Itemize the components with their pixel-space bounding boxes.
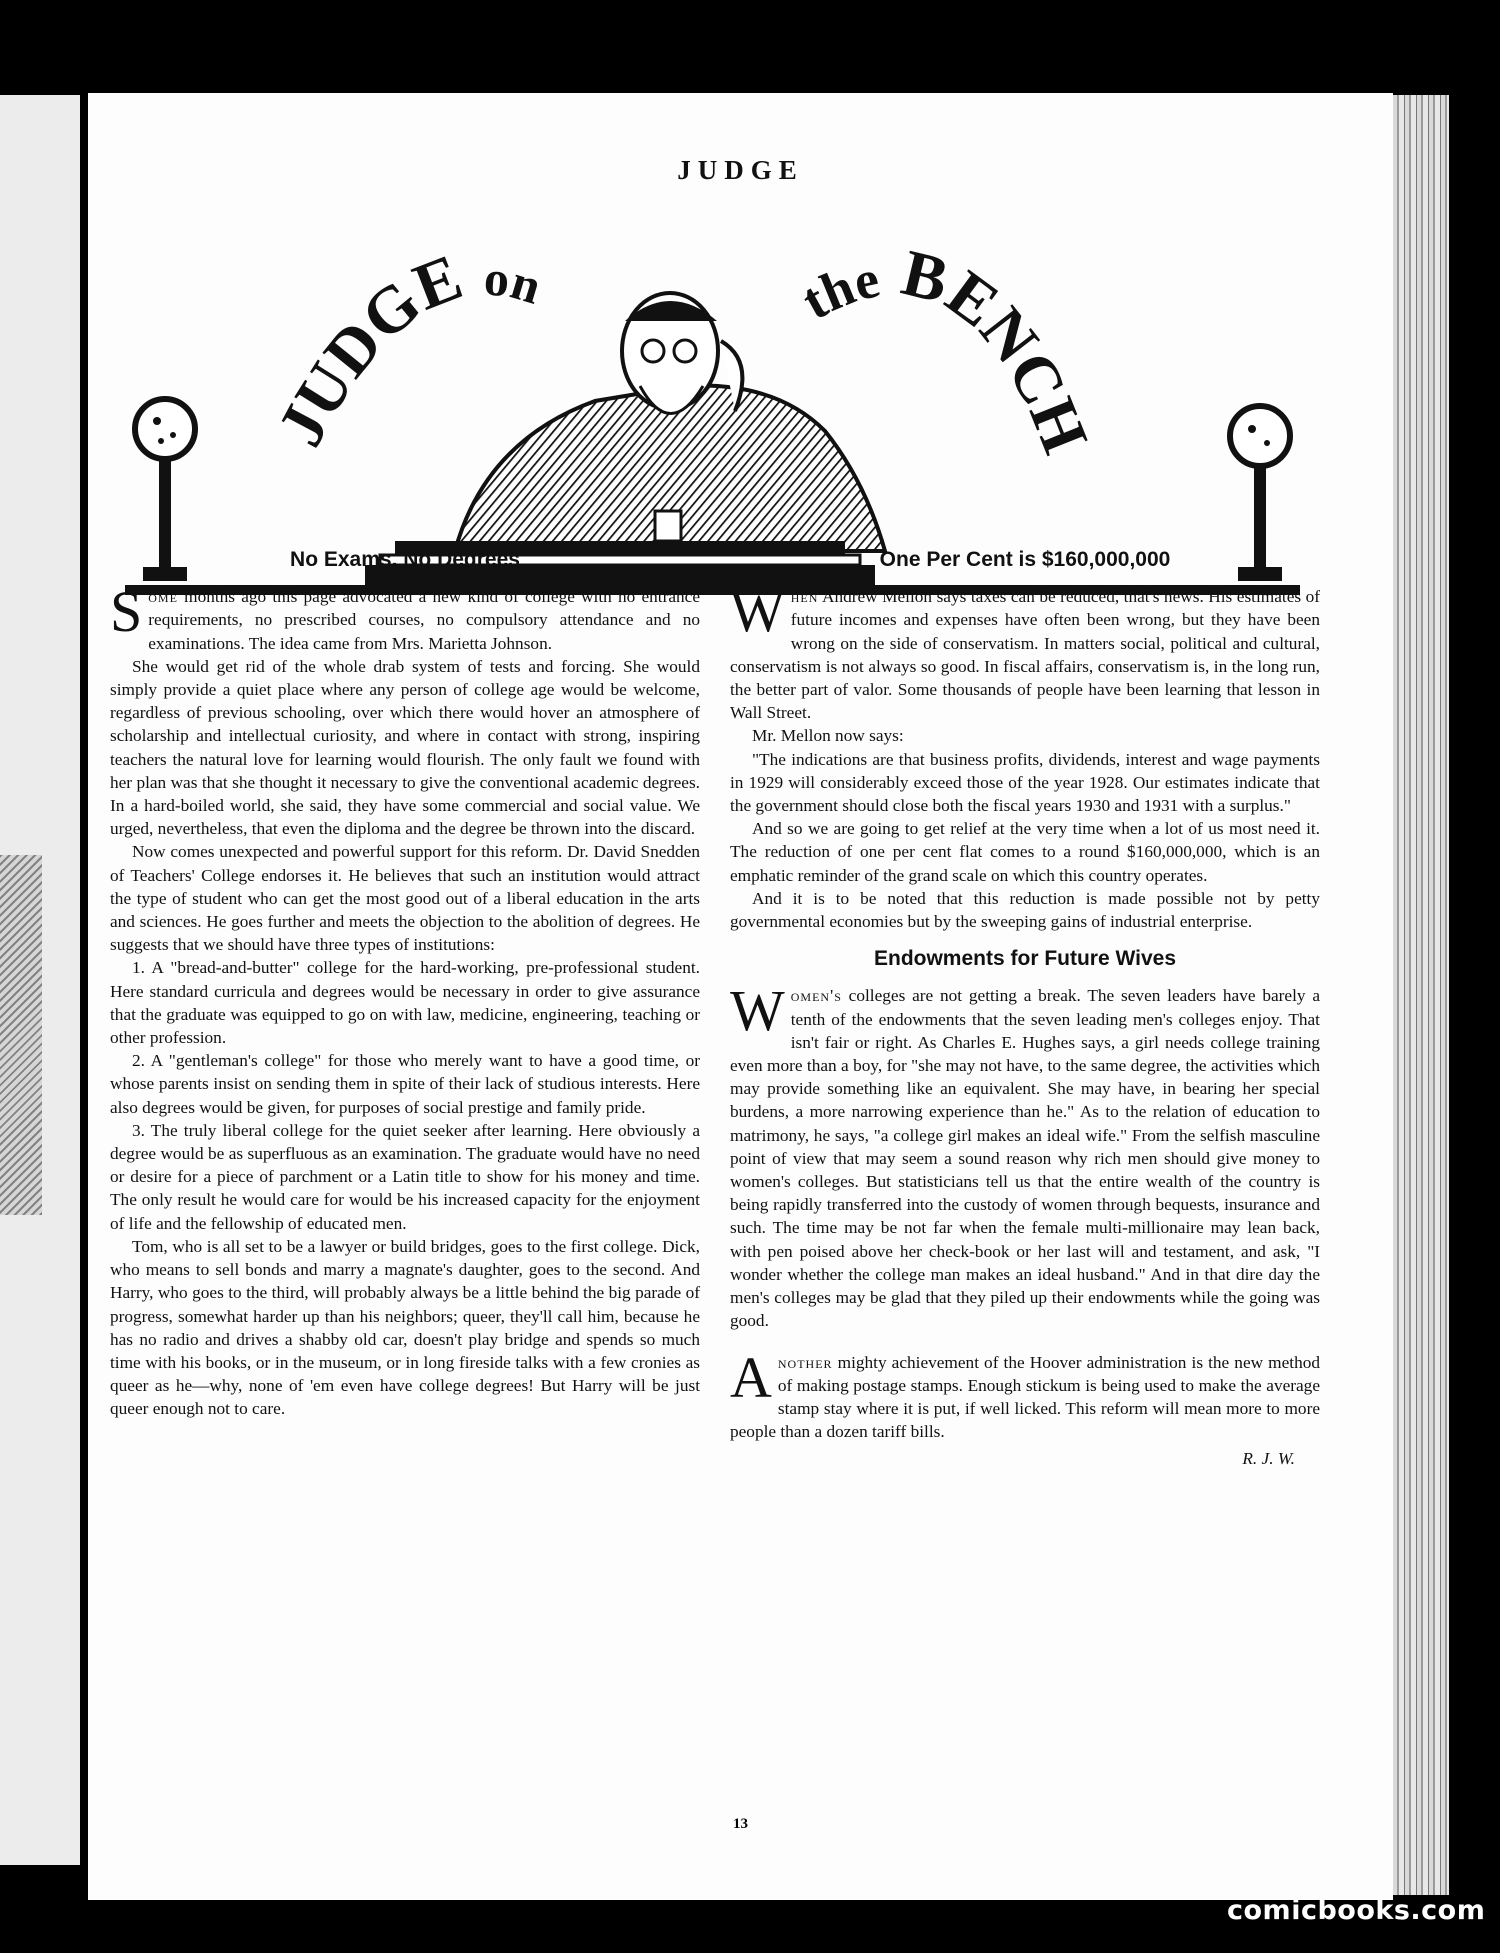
drop-cap: W <box>730 978 785 1044</box>
paragraph: 3. The truly liberal college for the quiet seeker after learning. Here obviously a degree would be as superfluous as an examination. The graduate would have no need or desire for a piece of parchment or a Latin title to show for his money and time. The only result he would care for would be his increased capacity for the enjoyment of life and the fellowship of educated men. <box>110 1120 700 1233</box>
masthead: JUDGE <box>677 155 804 185</box>
paragraph: Tom, who is all set to be a lawyer or build bridges, goes to the first college. Dick, who means to sell bonds and marry a magnate's daughter, goes to the second. And Harry, who goes to the third, will probably always be a little behind the big parade of progress, somewhat harder up than his neighbors; queer, they'll call him, because he has no radio and drives a shabby old car, doesn't play bridge and spends so much time with his books, or in the museum, or in long fireside talks with a few cronies as queer as he—why, none of 'em even have college degrees! But Harry will be just queer enough not to care. <box>110 1236 700 1419</box>
page-number: 13 <box>733 1816 748 1832</box>
paragraph: She would get rid of the whole drab system of tests and forcing. She would simply provide a quiet place where any person of college age would be welcome, regardless of previous schooling, over which there would hover an atmosphere of scholarship and intellectual curiosity, and where in contact with strong, inspiring teachers the natural love for learning would flourish. The only fault we found with her plan was that she thought it necessary to give the conventional academic degrees. In a hard-boiled world, she said, they have some commercial and social value. We urged, nevertheless, that even the diploma and the degree be thrown into the discard. <box>110 656 700 839</box>
banner-title-left: JUDGE on <box>263 240 548 458</box>
paragraph: Mr. Mellon now says: <box>752 726 904 746</box>
drop-cap: S <box>110 579 143 645</box>
paragraph: Women's colleges are not getting a break. The seven leaders have barely a tenth of the endowments that the seven leading men's colleges enjoy. That isn't fair or right. As Charles E. Hughes says, a girl needs college training even more than a boy, for "she may not have, to the same degree, the activities which may provide something like an equivalent. She may have, in bearing her special burdens, a more narrowing experience than he." As to the relation of education to matrimony, he says, "a college girl makes an ideal wife." From the selfish masculine point of view that may seem a sound reason why rich men should give money to women's colleges. But statisticians tell us that the entire wealth of the country is being rapidly transferred into the custody of women through bequests, insurance and such. The time may be not far when the female multi-millionaire may lean back, with pen poised above her check-book or her last will and testament, and ask, "I wonder whether the college man makes an ideal husband." And in that dire day the men's colleges may be glad that they piled up their endowments while the going was good. <box>730 978 1320 1331</box>
paragraph: Some months ago this page advocated a new kind of college with no entrance requirements, no prescribed courses, no compulsory attendance and no examinations. The idea came from Mrs. Marietta Johnson. <box>110 579 700 653</box>
article-heading-no-exams: No Exams, No Degrees <box>290 548 520 571</box>
author-signature: R. J. W. <box>1242 1449 1295 1469</box>
left-column <box>110 548 700 1421</box>
paragraph: 2. A "gentleman's college" for those who merely want to have a good time, or whose parents insist on sending them in spite of their lack of studious interests. Here also degrees would be given, for purposes of social prestige and family pride. <box>110 1051 700 1117</box>
drop-cap: A <box>730 1344 772 1410</box>
judge-figure-icon <box>455 293 885 551</box>
watermark: comicbooks.com <box>1227 1895 1486 1926</box>
magazine-page <box>88 93 1393 1900</box>
facing-page-edge <box>0 95 80 1865</box>
pencil-scribble <box>0 855 42 1215</box>
paragraph: "The indications are that business profits, dividends, interest and wage payments in 1929 will considerably exceed those of the year 1928. Our estimates indicate that the government should close both the fiscal years 1930 and 1931 with a surplus." <box>730 749 1320 816</box>
article-heading-one-per-cent: One Per Cent is $160,000,000 <box>879 548 1171 571</box>
banner-title-right: the BENCH <box>791 236 1102 464</box>
book-spine-edge <box>1393 95 1449 1895</box>
right-column <box>730 548 1320 1471</box>
article-heading-endowments: Endowments for Future Wives <box>873 947 1176 971</box>
paragraph: Another mighty achievement of the Hoover administration is the new method of making postage stamps. Enough stickum is being used to make the average stamp stay where it is put, if well licked. This reform will mean more to more people than a dozen tariff bills. <box>730 1344 1320 1442</box>
paragraph: And it is to be noted that this reduction is made possible not by petty governmental economies but by the sweeping gains of industrial enterprise. <box>730 888 1320 932</box>
drop-cap: W <box>730 579 785 645</box>
paragraph: And so we are going to get relief at the very time when a lot of us most need it. The reduction of one per cent flat comes to a round $160,000,000, which is an emphatic reminder of the grand scale on which this country operates. <box>730 819 1320 885</box>
paragraph: When Andrew Mellon says taxes can be reduced, that's news. His estimates of future incomes and expenses have often been wrong, but they have been wrong on the side of conservatism. In matters social, political and cultural, conservatism is not always so good. In fiscal affairs, conservatism is, in the long run, the better part of valor. Some thousands of people have been learning that lesson in Wall Street. <box>730 579 1320 723</box>
paragraph: Now comes unexpected and powerful support for this reform. Dr. David Snedden of Teachers' College endorses it. He believes that such an institution would attract the type of student who can get the most good out of a liberal education in the arts and sciences. He goes further and meets the objection to the abolition of degrees. He suggests that we should have three types of institutions: <box>110 842 700 955</box>
paragraph: 1. A "bread-and-butter" college for the hard-working, pre-professional student. Here standard curricula and degrees would be necessary in order to give assurance that the graduate was equipped to go on with law, medicine, engineering, teaching or other profession. <box>110 958 700 1048</box>
